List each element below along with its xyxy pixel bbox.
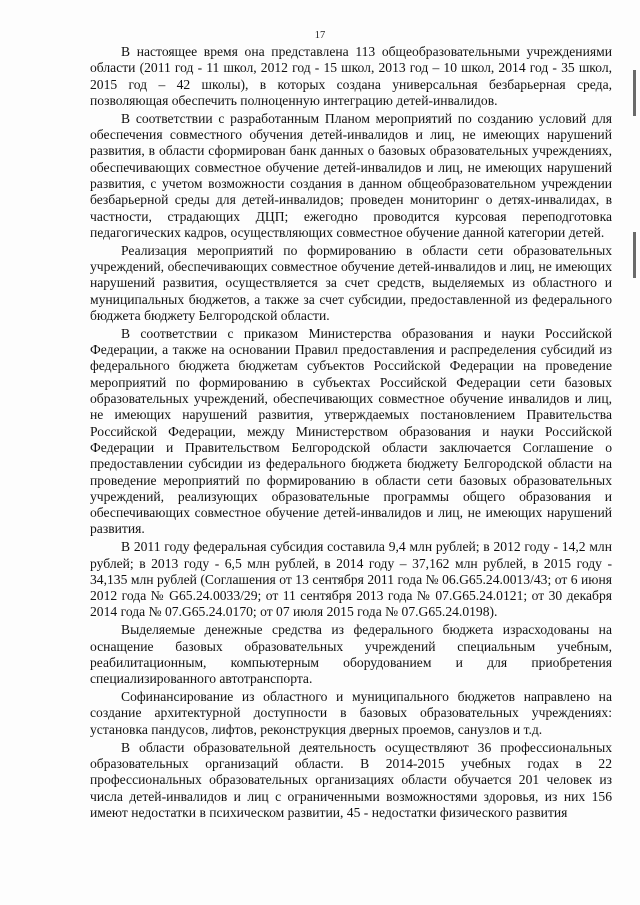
page-number: 17 bbox=[314, 30, 326, 41]
paragraph-8: В области образовательной деятельность осуществляют 36 профессиональных образовательных организаций области. В 2014-2015 учебных годах в 22 профессиональных образовательных организациях области обучается 201 человек из числа детей-инвалидов и лиц с ограниченными возможностями здоровья, из них 156 имеют недостатки в психическом развитии, 45 - недостатки физического развития bbox=[90, 739, 612, 820]
paragraph-5: В 2011 году федеральная субсидия составила 9,4 млн рублей; в 2012 году - 14,2 млн рублей; в 2013 году - 6,5 млн рублей, в 2014 году – 37,162 млн рублей, в 2015 году - 34,135 млн рублей (Соглашения от 13 сентября 2011 года № 06.G65.24.0013/43; от 6 июня 2012 года № G65.24.0033/29; от 11 сентября 2013 года № 07.G65.24.0121; от 30 декабря 2014 года № 07.G65.24.0170; от 07 июля 2015 года № 07.G65.24.0198). bbox=[90, 539, 612, 620]
paragraph-2: В соответствии с разработанным Планом мероприятий по созданию условий для обеспечения совместного обучения детей-инвалидов и лиц, не имеющих нарушений развития, в области сформирован банк данных о базовых образовательных учреждениях, обеспечивающих совместное обучение детей-инвалидов и лиц, не имеющих нарушений развития, с учетом возможности создания в данном общеобразовательном учреждении безбарьерной среды для детей-инвалидов; проведен мониторинг о детях-инвалидах, в частности, страдающих ДЦП; ежегодно проводится курсовая переподготовка педагогических кадров, осуществляющих совместное обучение данной категории детей. bbox=[90, 110, 612, 240]
paragraph-4: В соответствии с приказом Министерства образования и науки Российской Федерации, а также на основании Правил предоставления и распределения субсидий из федерального бюджета бюджетам субъектов Российской Федерации на проведение мероприятий по формированию в субъектах Российской Федерации сети базовых образовательных учреждений, обеспечивающих совместное обучение инвалидов и лиц, не имеющих нарушений развития, утверждаемых постановлением Правительства Российской Федерации, между Министерством образования и науки Российской Федерации и Правительством Белгородской области заключается Соглашение о предоставлении субсидии из федерального бюджета бюджету Белгородской области на проведение мероприятий по формированию в области сети базовых образовательных учреждений, реализующих образовательные программы общего образования и обеспечивающих совместное обучение детей-инвалидов и лиц, не имеющих нарушений развития. bbox=[90, 325, 612, 537]
paragraph-7: Софинансирование из областного и муниципального бюджетов направлено на создание архитектурной доступности в базовых образовательных учреждениях: установка пандусов, лифтов, реконструкция дверных проемов, санузлов и т.д. bbox=[90, 689, 612, 737]
scan-edge-mark-top bbox=[633, 70, 636, 116]
scan-edge-mark-middle bbox=[633, 232, 636, 278]
paragraph-6: Выделяемые денежные средства из федерального бюджета израсходованы на оснащение базовых образовательных учреждений специальным учебным, реабилитационным, компьютерным оборудованием и для приобретения специализированного автотранспорта. bbox=[90, 622, 612, 687]
body-text bbox=[90, 44, 612, 823]
paragraph-3: Реализация мероприятий по формированию в области сети образовательных учреждений, обеспечивающих совместное обучение детей-инвалидов и лиц, не имеющих нарушений развития, осуществляется за счет средств, выделяемых из областного и муниципальных бюджетов, а также за счет субсидии, предоставленной из федерального бюджета бюджету Белгородской области. bbox=[90, 242, 612, 323]
paragraph-1: В настоящее время она представлена 113 общеобразовательными учреждениями области (2011 год - 11 школ, 2012 год - 15 школ, 2013 год – 10 школ, 2014 год - 35 школ, 2015 год – 42 школы), в которых создана универсальная безбарьерная среда, позволяющая обеспечить полноценную интеграцию детей-инвалидов. bbox=[90, 44, 612, 108]
